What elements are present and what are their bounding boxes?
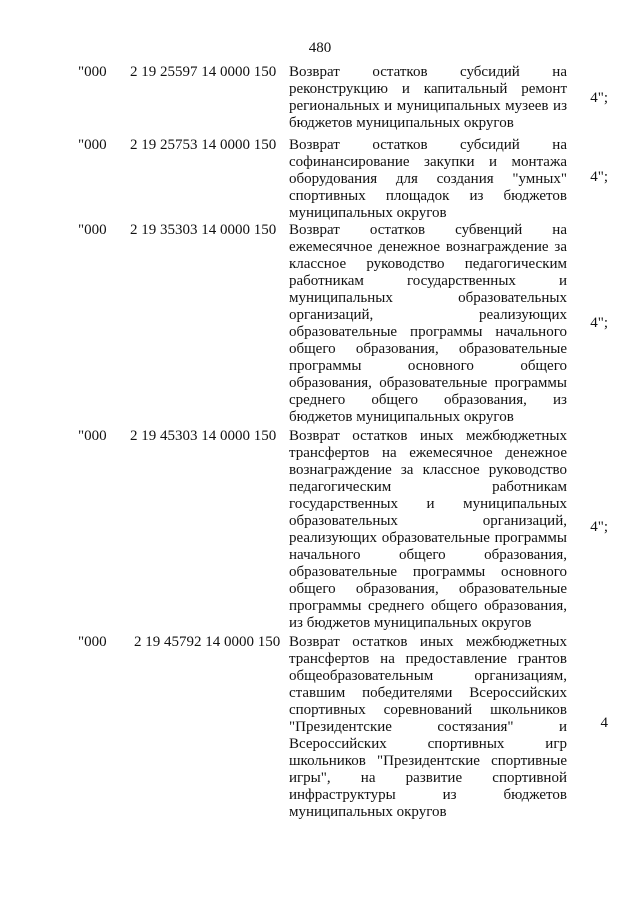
- row-code: 2 19 45303 14 0000 150: [130, 428, 277, 444]
- row-prefix: "000: [78, 137, 107, 153]
- row-description: Возврат остатков иных межбюджетных трансфертов на ежемесячное денежное вознаграждение за классное руководство педагогическим работникам государственных и муниципальных образовательных организаций, реализующих образовательные программы начального общего образования, образовательные программы основного общего образования, образовательные программы среднего общего образования, из бюджетов муниципальных округов: [289, 428, 567, 631]
- row-description: Возврат остатков субсидий на софинансирование закупки и монтажа оборудования для создания "умных" спортивных площадок из бюджетов муниципальных округов: [289, 137, 567, 221]
- row-column-value: 4: [600, 715, 608, 731]
- row-description: Возврат остатков субвенций на ежемесячное денежное вознаграждение за классное руководство педагогическим работникам государственных и муниципальных образовательных организаций, реализующих образовательные программы начального общего образования, образовательные программы основного общего образования, образовательные программы среднего общего образования, из бюджетов муниципальных округов: [289, 222, 567, 425]
- row-code: 2 19 45792 14 0000 150: [134, 634, 281, 650]
- row-column-value: 4";: [590, 519, 608, 535]
- row-prefix: "000: [78, 428, 107, 444]
- row-code: 2 19 25597 14 0000 150: [130, 64, 277, 80]
- page-number: 480: [308, 40, 332, 56]
- row-prefix: "000: [78, 64, 107, 80]
- row-description: Возврат остатков субсидий на реконструкцию и капитальный ремонт региональных и муниципальных музеев из бюджетов муниципальных округов: [289, 64, 567, 131]
- row-prefix: "000: [78, 222, 107, 238]
- row-column-value: 4";: [590, 169, 608, 185]
- row-code: 2 19 35303 14 0000 150: [130, 222, 277, 238]
- row-code: 2 19 25753 14 0000 150: [130, 137, 277, 153]
- row-prefix: "000: [78, 634, 107, 650]
- row-description: Возврат остатков иных межбюджетных трансфертов на предоставление грантов общеобразовательным организациям, ставшим победителями Всероссийских спортивных соревнований школьников "Президентские состязания" и Всероссийских спортивных игр школьников "Президентские спортивные игры", на развитие спортивной инфраструктуры из бюджетов муниципальных округов: [289, 634, 567, 820]
- row-column-value: 4";: [590, 315, 608, 331]
- row-column-value: 4";: [590, 90, 608, 106]
